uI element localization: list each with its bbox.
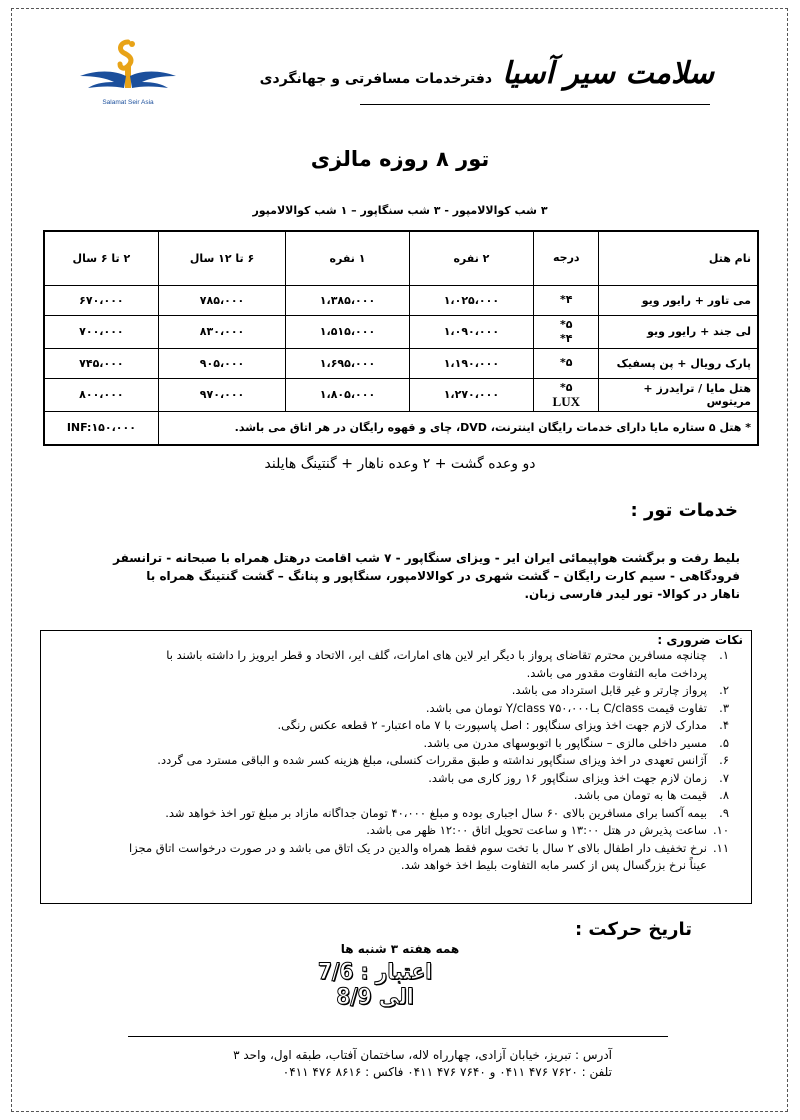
grade-secondary: LUX — [552, 393, 580, 409]
header-single: ۱ نفره — [286, 231, 409, 285]
services-line: بلیط رفت و برگشت هواپیمائی ایران ایر - ویزای سنگاپور - ۷ شب اقامت درهتل همراه با صبحانه - ترانسفر — [113, 551, 740, 565]
logo-emblem — [76, 36, 180, 110]
logo-text: Salamat Seir Asia — [102, 99, 154, 106]
price-double: ۱،۰۹۰،۰۰۰ — [409, 315, 533, 348]
header-divider — [360, 104, 710, 105]
services-line: فرودگاهی - سیم کارت رایگان – گشت شهری در کوالالامپور، سنگاپور و پنانگ – گشت گنتینگ همراه با — [146, 569, 740, 583]
departure-heading: تاریخ حرکت : — [574, 919, 692, 940]
footer-divider — [128, 1036, 668, 1037]
validity-dates: اعتبار : 7/6 الی 8/9 — [317, 960, 433, 1010]
tour-itinerary: ۳ شب کوالالامپور - ۳ شب سنگاپور – ۱ شب کوالالامپور — [252, 204, 548, 217]
price-child-2-6: ۶۷۰،۰۰۰ — [44, 285, 158, 315]
agency-header — [260, 56, 714, 91]
header-hotel: نام هتل — [599, 231, 758, 285]
price-child-6-12: ۷۸۵،۰۰۰ — [158, 285, 286, 315]
price-single: ۱،۳۸۵،۰۰۰ — [286, 285, 409, 315]
grade-primary: ۵* — [560, 317, 573, 331]
price-child-6-12: ۹۰۵،۰۰۰ — [158, 348, 286, 378]
list-item: ۱۰. ساعت پذیرش در هتل ۱۳:۰۰ و ساعت تحویل اتاق ۱۲:۰۰ ظهر می باشد. — [366, 823, 729, 837]
hotel-grade — [534, 315, 599, 348]
price-single: ۱،۶۹۵،۰۰۰ — [286, 348, 409, 378]
services-heading: خدمات تور : — [630, 500, 738, 521]
list-item: عیناً نرخ بزرگسال پس از کسر مابه التفاوت بلیط اخذ خواهد شد. — [400, 858, 707, 872]
table-row — [44, 285, 758, 315]
list-item: ۳. تفاوت قیمت C/class بـاY/class ۷۵۰،۰۰۰ تومان می باشد. — [425, 700, 729, 715]
footer-contact — [152, 1047, 612, 1081]
infant-price: INF:۱۵۰،۰۰۰ — [44, 411, 158, 445]
price-table — [43, 230, 759, 446]
company-logo — [76, 36, 180, 110]
services-body — [60, 549, 740, 603]
price-single: ۱،۸۰۵،۰۰۰ — [286, 378, 409, 411]
list-item: ۱۱. نرخ تخفیف دار اطفال بالای ۲ سال با تخت سوم فقط همراه والدین در یک اتاق می باشد و در صورت درخواست اتاق مجزا — [128, 840, 729, 855]
header-double: ۲ نفره — [409, 231, 533, 285]
tour-extras: دو وعده گشت + ۲ وعده ناهار + گنتینگ هایلند — [264, 456, 536, 472]
services-line: ناهار در کوالا- تور لیدر فارسی زبان. — [524, 587, 740, 601]
price-child-2-6: ۸۰۰،۰۰۰ — [44, 378, 158, 411]
table-row — [44, 315, 758, 348]
departure-weekly: همه هفته ۳ شنبه ها — [340, 942, 460, 956]
header-child-6-12: ۶ تا ۱۲ سال — [158, 231, 286, 285]
table-note: * هتل ۵ ستاره مایا دارای خدمات رایگان اینترنت، DVD، چای و قهوه رایگان در هر اتاق می باشد. — [158, 411, 758, 445]
price-child-6-12: ۸۳۰،۰۰۰ — [158, 315, 286, 348]
list-item: ۸. قیمت ها به تومان می باشد. — [573, 788, 729, 802]
price-child-2-6: ۷۰۰،۰۰۰ — [44, 315, 158, 348]
notes-title: نکات ضروری : — [657, 633, 743, 647]
notes-box — [40, 630, 752, 904]
price-child-2-6: ۷۴۵،۰۰۰ — [44, 348, 158, 378]
hotel-grade — [534, 378, 599, 411]
grade-secondary: ۴* — [560, 331, 573, 345]
agency-name: سلامت سیر آسیا — [502, 56, 714, 91]
header-grade: درجه — [534, 231, 599, 285]
list-item: پرداخت مابه التفاوت مقدور می باشد. — [526, 665, 707, 680]
footer-phones: تلفن : ۷۶۲۰ ۴۷۶ ۰۴۱۱ و ۷۶۴۰ ۴۷۶ ۰۴۱۱ فاکس : ۸۶۱۶ ۴۷۶ ۰۴۱۱ — [282, 1065, 612, 1079]
hotel-grade — [534, 285, 599, 315]
tour-title: تور ۸ روزه مالزی — [310, 147, 490, 171]
table-note-row — [44, 411, 758, 445]
list-item: ۷. زمان لازم جهت اخذ ویزای سنگاپور ۱۶ روز کاری می باشد. — [428, 770, 729, 785]
list-item: ۱. چنانچه مسافرین محترم تقاضای پرواز با دیگر ایر لاین های امارات، گلف ایر، الاتحاد و قطر ایرویز را داشته باشند با — [166, 648, 729, 662]
price-double: ۱،۰۲۵،۰۰۰ — [409, 285, 533, 315]
footer-address: آدرس : تبریز، خیابان آزادی، چهارراه لاله، ساختمان آفتاب، طبقه اول، واحد ۳ — [233, 1048, 612, 1062]
list-item: ۹. بیمه آکسا برای مسافرین بالای ۶۰ سال اجباری بوده و مبلغ ۴۰،۰۰۰ تومان جداگانه مازاد بر مبلغ تور اخذ خواهد شد. — [165, 805, 729, 820]
price-child-6-12: ۹۷۰،۰۰۰ — [158, 378, 286, 411]
header-child-2-6: ۲ تا ۶ سال — [44, 231, 158, 285]
hotel-name: هتل مایا / ترایدرز + مریتوس — [599, 378, 758, 411]
list-item: ۵. مسیر داخلی مالزی – سنگاپور با اتوبوسهای مدرن می باشد. — [423, 735, 729, 750]
list-item: ۴. مدارک لازم جهت اخذ ویزای سنگاپور : اصل پاسپورت با ۷ ماه اعتبار- ۲ قطعه عکس رنگی. — [277, 718, 729, 732]
table-row — [44, 348, 758, 378]
hotel-name: پارک رویال + پن پسفیک — [599, 348, 758, 378]
grade-primary: ۵* — [560, 380, 573, 394]
price-double: ۱،۲۷۰،۰۰۰ — [409, 378, 533, 411]
hotel-name: لی جند + رایور ویو — [599, 315, 758, 348]
grade-primary: ۵* — [560, 356, 573, 369]
price-double: ۱،۱۹۰،۰۰۰ — [409, 348, 533, 378]
hotel-grade — [534, 348, 599, 378]
list-item: ۲. پرواز چارتر و غیر قابل استرداد می باشد. — [511, 683, 729, 697]
table-header-row — [44, 231, 758, 285]
list-item: ۶. آژانس تعهدی در اخذ ویزای سنگاپور نداشته و طبق مقررات کنسلی، مبلغ هزینه کسر شده و الباقی مسترد می گردد. — [157, 753, 729, 767]
notes-list — [55, 647, 729, 875]
price-single: ۱،۵۱۵،۰۰۰ — [286, 315, 409, 348]
agency-prefix: دفترخدمات مسافرتی و جهانگردی — [259, 71, 493, 87]
table-row — [44, 378, 758, 411]
grade-primary: ۴* — [560, 293, 573, 306]
hotel-name: می تاور + رایور ویو — [599, 285, 758, 315]
